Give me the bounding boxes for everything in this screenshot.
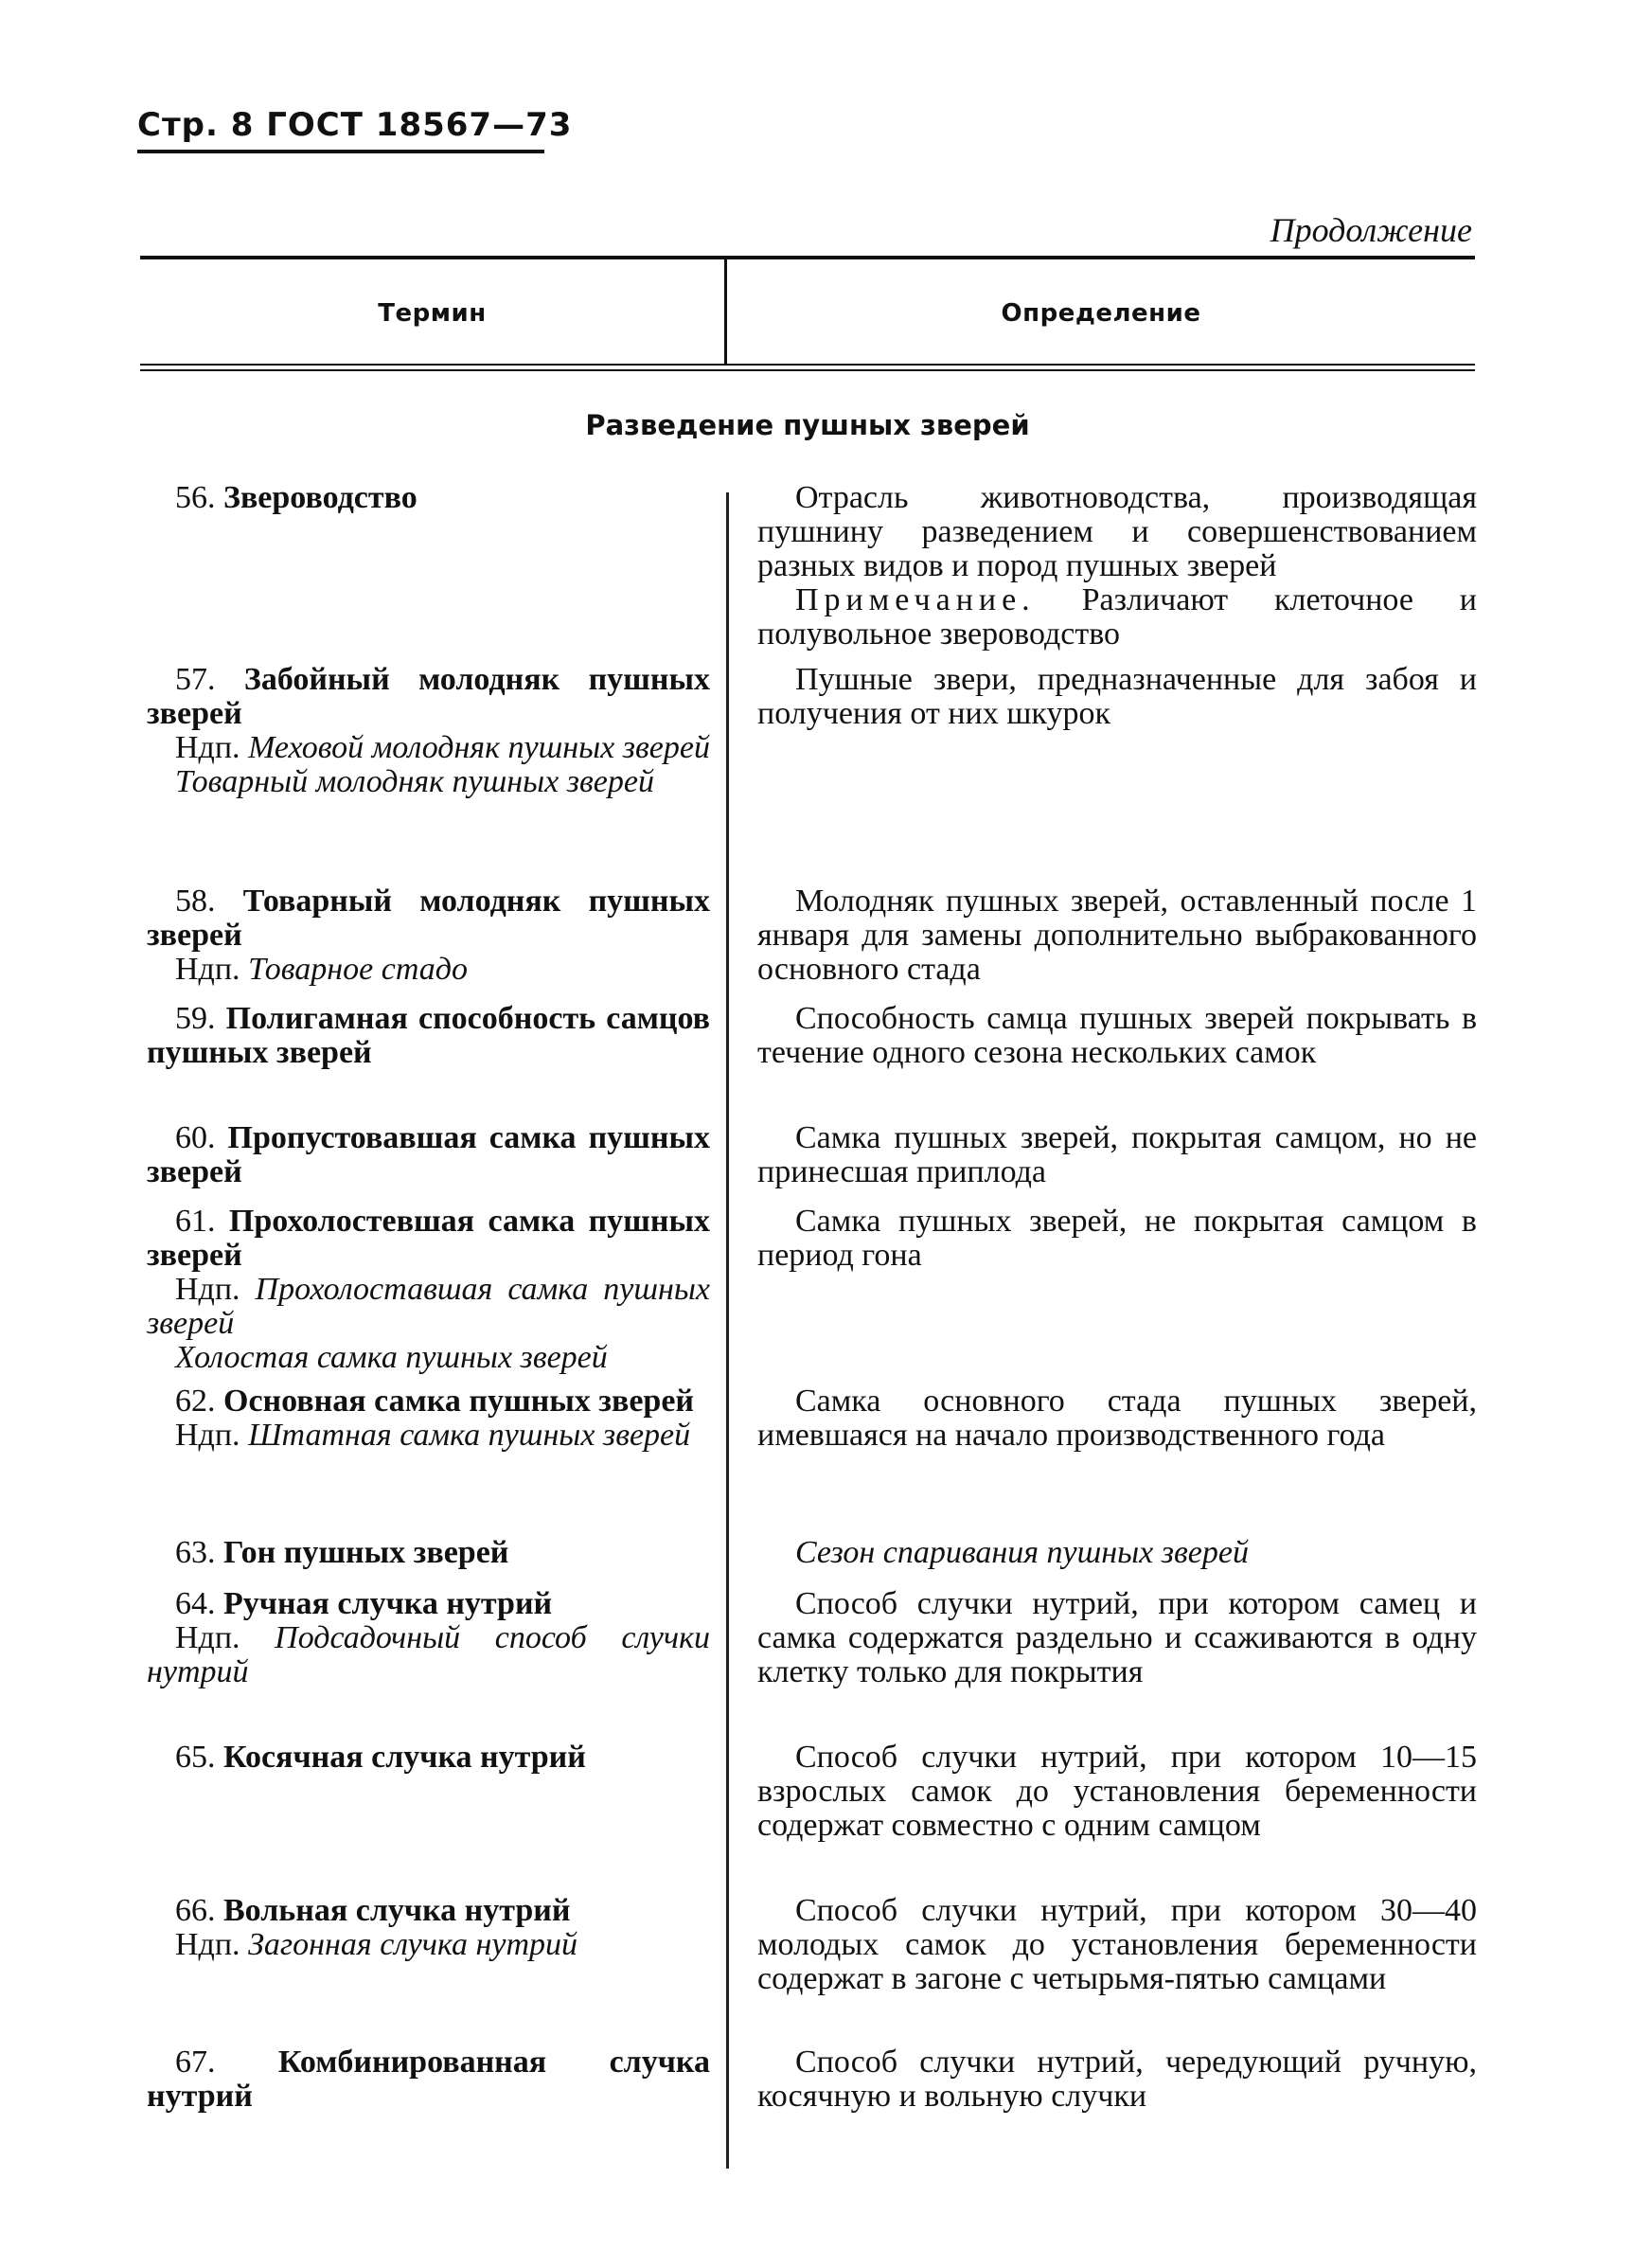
deprecated-label: Ндп. bbox=[175, 1620, 240, 1655]
term-name: Пропустовавшая самка пушных зверей bbox=[147, 1120, 711, 1189]
term-name: Забойный молодняк пушных зверей bbox=[147, 662, 710, 731]
deprecated-term: Ндп. Подсадочный способ случки нутрий bbox=[147, 1620, 710, 1689]
definition-text: Способ случки нутрий, при котором 10—15 взрослых самок до установления беременности содержат совместно с одним самцом bbox=[757, 1740, 1477, 1843]
definition-cell bbox=[757, 1121, 1477, 1189]
deprecated-label: Ндп. bbox=[175, 952, 240, 987]
definition-cell bbox=[757, 1002, 1477, 1070]
header-rule bbox=[137, 150, 544, 153]
definition-text: Способ случки нутрий, при котором 30—40 молодых самок до установления беременности содержат в загоне с четырьмя-пятью самцами bbox=[757, 1893, 1477, 1996]
term-name: Косячная случка нутрий bbox=[223, 1740, 586, 1775]
definition-text: Самка основного стада пушных зверей, имевшаяся на начало производственного года bbox=[757, 1384, 1477, 1453]
deprecated-term: Ндп. Товарное стадо bbox=[175, 952, 468, 987]
deprecated-label: Ндп. bbox=[175, 730, 240, 765]
table-header bbox=[140, 259, 1475, 364]
section-title: Разведение пушных зверей bbox=[585, 409, 1030, 441]
definition-text: Пушные звери, предназначенные для забоя и получения от них шкурок bbox=[757, 662, 1477, 731]
definition-cell bbox=[757, 2045, 1477, 2114]
term-name: Основная самка пушных зверей bbox=[223, 1384, 695, 1419]
deprecated-label: Ндп. bbox=[175, 1927, 240, 1962]
term-cell: 59. Полигамная способность самцов пушных зверей bbox=[147, 1001, 711, 1070]
term-cell: 67. Комбинированная случка нутрий bbox=[147, 2045, 710, 2114]
term-cell: 65. Косячная случка нутрий bbox=[175, 1740, 586, 1775]
definition-text: Способ случки нутрий, при котором самец и самка содержатся раздельно и ссаживаются в одну клетку только для покрытия bbox=[757, 1586, 1477, 1689]
term-cell: 61. Прохолостевшая самка пушных зверей Ндп. Прохолоставшая самка пушных зверей Холостая самка пушных зверей bbox=[147, 1204, 711, 1375]
continuation-label: Продолжение bbox=[1270, 211, 1472, 249]
deprecated-term: Ндп. Загонная случка нутрий bbox=[175, 1927, 578, 1962]
definition-cell bbox=[757, 1741, 1477, 1843]
term-cell: 58. Товарный молодняк пушных зверей Ндп. Товарное стадо bbox=[147, 884, 710, 987]
definition-text: Самка пушных зверей, покрытая самцом, но не принесшая приплода bbox=[757, 1120, 1477, 1189]
definition-text: Отрасль животноводства, производящая пушнину разведением и совершенствованием разных видов и пород пушных зверей bbox=[757, 480, 1477, 583]
term-cell: 57. Забойный молодняк пушных зверей Ндп. Меховой молодняк пушных зверей Товарный молодняк пушных зверей bbox=[147, 662, 710, 799]
deprecated-term: Холостая самка пушных зверей bbox=[175, 1340, 608, 1375]
term-name: Полигамная способность самцов пушных зверей bbox=[147, 1001, 711, 1070]
deprecated-label: Ндп. bbox=[175, 1418, 240, 1453]
note bbox=[757, 583, 1477, 652]
definition-text: Сезон спаривания пушных зверей bbox=[795, 1535, 1249, 1570]
term-cell: 56. Звероводство bbox=[175, 480, 417, 515]
term-name: Комбинированная случка нутрий bbox=[147, 2045, 710, 2114]
term-name: Гон пушных зверей bbox=[223, 1535, 509, 1570]
definition-cell bbox=[757, 663, 1477, 731]
note-text: Различают клеточное и полувольное звероводство bbox=[757, 582, 1477, 652]
term-cell: 62. Основная самка пушных зверей Ндп. Штатная самка пушных зверей bbox=[147, 1384, 710, 1453]
deprecated-term: Товарный молодняк пушных зверей bbox=[175, 764, 654, 799]
page-header bbox=[137, 106, 572, 144]
term-name: Вольная случка нутрий bbox=[223, 1893, 571, 1928]
definition-cell bbox=[757, 481, 1477, 652]
definition-cell bbox=[757, 1587, 1477, 1689]
term-cell: 66. Вольная случка нутрий Ндп. Загонная случка нутрий bbox=[147, 1894, 710, 1962]
term-name: Звероводство bbox=[223, 480, 417, 515]
term-cell: 64. Ручная случка нутрий Ндп. Подсадочный способ случки нутрий bbox=[147, 1586, 710, 1689]
definition-text: Способ случки нутрий, чередующий ручную, косячную и вольную случки bbox=[757, 2045, 1477, 2114]
column-header-definition: Определение bbox=[1001, 299, 1201, 328]
term-cell: 60. Пропустовавшая самка пушных зверей bbox=[147, 1120, 711, 1189]
column-header-term: Термин bbox=[378, 299, 487, 328]
deprecated-term: Ндп. Штатная самка пушных зверей bbox=[175, 1418, 691, 1453]
definition-text: Самка пушных зверей, не покрытая самцом в период гона bbox=[757, 1204, 1477, 1273]
deprecated-term: Ндп. Прохолоставшая самка пушных зверей bbox=[147, 1272, 711, 1341]
term-name: Товарный молодняк пушных зверей bbox=[147, 884, 710, 953]
table-header-rule bbox=[140, 364, 1475, 371]
term-name: Прохолостевшая самка пушных зверей bbox=[147, 1204, 711, 1273]
term-cell: 63. Гон пушных зверей bbox=[175, 1535, 509, 1570]
definition-cell bbox=[757, 1205, 1477, 1273]
definition-cell bbox=[757, 1894, 1477, 1996]
body-column-divider bbox=[726, 492, 729, 2169]
page-number: Стр. 8 ГОСТ 18567—73 bbox=[137, 106, 573, 144]
definition-text: Способность самца пушных зверей покрывать в течение одного сезона нескольких самок bbox=[757, 1001, 1477, 1070]
definition-text: Молодняк пушных зверей, оставленный после 1 января для замены дополнительно выбракованного основного стада bbox=[757, 884, 1477, 987]
definition-cell bbox=[757, 1536, 1477, 1570]
deprecated-label: Ндп. bbox=[175, 1272, 240, 1307]
deprecated-term: Ндп. Меховой молодняк пушных зверей bbox=[175, 730, 710, 765]
note-label: Примечание. bbox=[795, 582, 1036, 617]
definition-cell bbox=[757, 1384, 1477, 1453]
term-name: Ручная случка нутрий bbox=[223, 1586, 553, 1621]
definition-cell bbox=[757, 884, 1477, 987]
